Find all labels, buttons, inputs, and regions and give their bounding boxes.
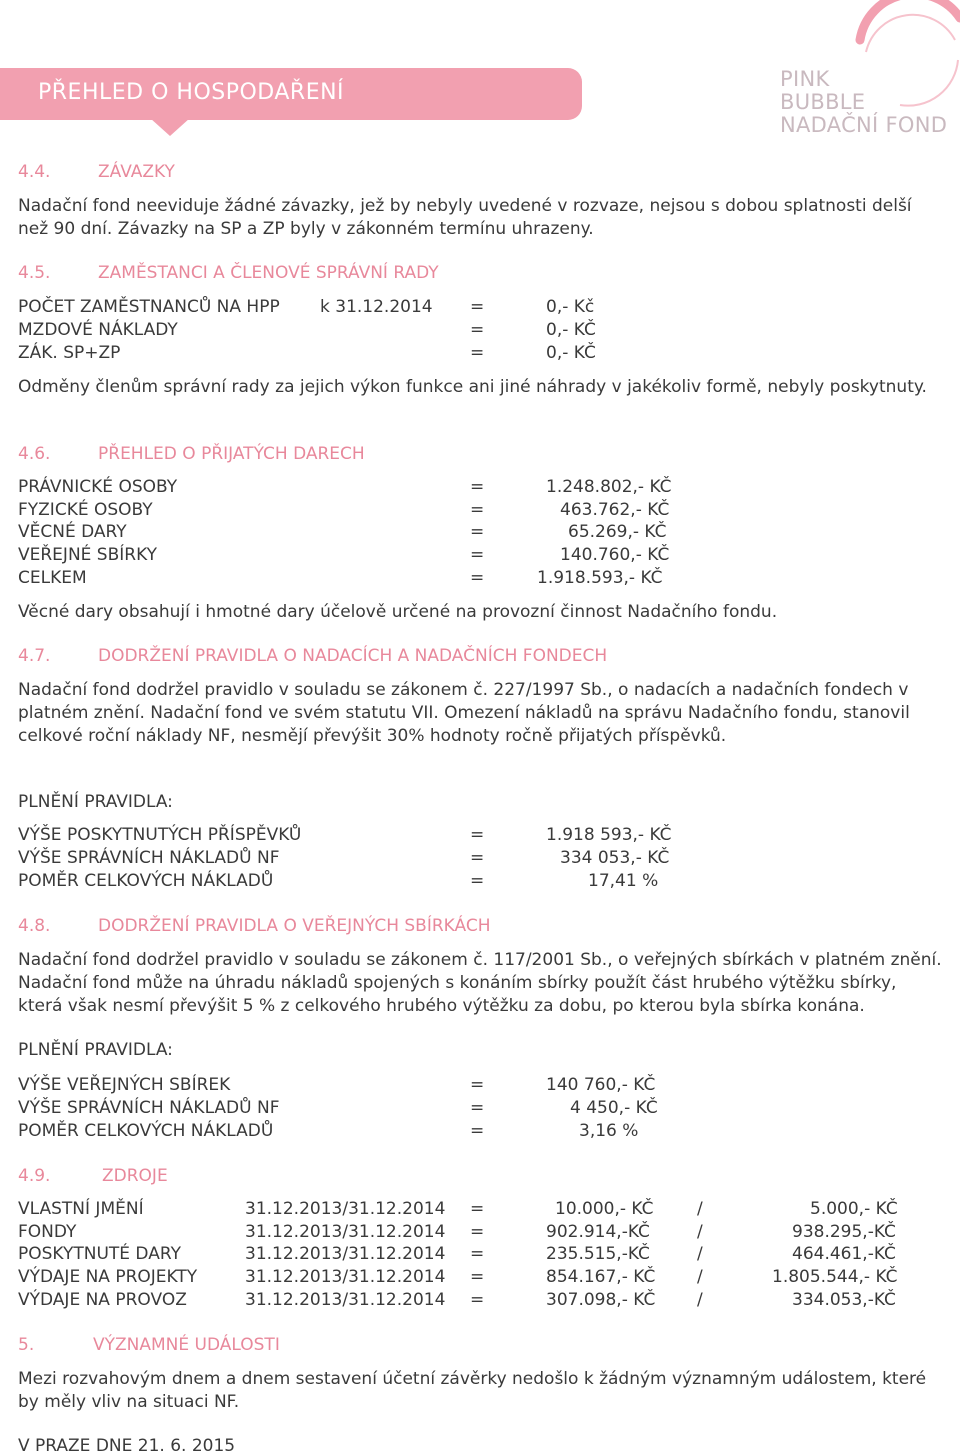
paragraph-board-rewards: Odměny členům správní rady za jejich výkon funkce ani jiné náhrady v jakékoliv formě, nebyly poskytnuty. <box>18 377 927 397</box>
row-label: FYZICKÉ OSOBY <box>18 500 153 520</box>
row-label: POMĚR CELKOVÝCH NÁKLADŮ <box>18 871 274 891</box>
row-value-2013: 10.000,- KČ <box>555 1199 654 1219</box>
row-separator: / <box>697 1222 703 1242</box>
row-value-2013: 854.167,- KČ <box>546 1267 656 1287</box>
row-label: VÝDAJE NA PROJEKTY <box>18 1267 198 1287</box>
row-value-2014: 5.000,- KČ <box>810 1199 898 1219</box>
section-number-5: 5. <box>18 1335 35 1355</box>
row-equals: = <box>470 825 485 845</box>
row-period: 31.12.2013/31.12.2014 <box>245 1290 446 1310</box>
row-value: 1.918.593,- KČ <box>537 568 663 588</box>
row-value: 4 450,- KČ <box>570 1098 658 1118</box>
row-equals: = <box>470 1075 485 1095</box>
row-value: 17,41 % <box>588 871 659 891</box>
section-title-donations: PŘEHLED O PŘIJATÝCH DARECH <box>98 444 365 464</box>
row-label: PRÁVNICKÉ OSOBY <box>18 477 178 497</box>
row-label: FONDY <box>18 1222 77 1242</box>
row-label: MZDOVÉ NÁKLADY <box>18 320 178 340</box>
paragraph-in-kind-donations: Věcné dary obsahují i hmotné dary účelově určené na provozní činnost Nadačního fondu. <box>18 602 778 622</box>
row-label: VÝŠE POSKYTNUTÝCH PŘÍSPĚVKŮ <box>18 825 302 845</box>
row-value-2014: 334.053,-KČ <box>792 1290 896 1310</box>
row-value-2014: 1.805.544,- KČ <box>772 1267 898 1287</box>
logo-text-bubble: BUBBLE <box>780 90 866 114</box>
row-label: POČET ZAMĚSTNANCŮ NA HPP <box>18 297 280 317</box>
section-number-4-5: 4.5. <box>18 263 51 283</box>
row-equals: = <box>470 1199 485 1219</box>
row-separator: / <box>697 1267 703 1287</box>
section-number-4-9: 4.9. <box>18 1166 51 1186</box>
row-equals: = <box>470 1222 485 1242</box>
logo-text-pink: PINK <box>780 67 830 91</box>
row-equals: = <box>470 871 485 891</box>
row-label: POMĚR CELKOVÝCH NÁKLADŮ <box>18 1121 274 1141</box>
row-label: VÝŠE SPRÁVNÍCH NÁKLADŮ NF <box>18 1098 280 1118</box>
row-date: k 31.12.2014 <box>320 297 433 317</box>
section-title-employees: ZAMĚSTANCI A ČLENOVÉ SPRÁVNÍ RADY <box>98 263 439 283</box>
row-label: ZÁK. SP+ZP <box>18 343 121 363</box>
row-value: 1.248.802,- KČ <box>546 477 672 497</box>
footer-date: V PRAZE DNE 21. 6. 2015 <box>18 1436 236 1456</box>
row-value-2013: 235.515,-KČ <box>546 1244 650 1264</box>
row-equals: = <box>470 568 485 588</box>
section-title-foundation-rule: DODRŽENÍ PRAVIDLA O NADACÍCH A NADAČNÍCH FONDECH <box>98 646 608 666</box>
row-value: 463.762,- KČ <box>560 500 670 520</box>
paragraph-liabilities: Nadační fond neeviduje žádné závazky, jež by nebyly uvedené v rozvaze, nejsou s dobou splatnosti delší než 90 dní. Závazky na SP a ZP byly v zákonném termínu uhrazeny. <box>18 196 912 239</box>
row-separator: / <box>697 1244 703 1264</box>
row-equals: = <box>470 297 485 317</box>
paragraph-foundation-rule: Nadační fond dodržel pravidlo v souladu se zákonem č. 227/1997 Sb., o nadacích a nadačních fondech v platném znění. Nadační fond ve svém statutu VII. Omezení nákladů na správu Nadačního fondu, stanovil celkové roční náklady NF, nesmějí převýšit 30% hodnoty ročně přijatých příspěvků. <box>18 680 910 746</box>
section-title-public-collections: DODRŽENÍ PRAVIDLA O VEŘEJNÝCH SBÍRKÁCH <box>98 916 491 936</box>
row-equals: = <box>470 1290 485 1310</box>
row-value: 0,- KČ <box>546 343 596 363</box>
row-value: 3,16 % <box>579 1121 639 1141</box>
row-value: 140.760,- KČ <box>560 545 670 565</box>
row-value-2014: 938.295,-KČ <box>792 1222 896 1242</box>
subheading-rule-fulfilment: PLNĚNÍ PRAVIDLA: <box>18 792 173 812</box>
row-label: VĚCNÉ DARY <box>18 522 127 542</box>
row-separator: / <box>697 1199 703 1219</box>
row-value: 1.918 593,- KČ <box>546 825 672 845</box>
section-number-4-8: 4.8. <box>18 916 51 936</box>
section-number-4-6: 4.6. <box>18 444 51 464</box>
row-value: 0,- KČ <box>546 320 596 340</box>
row-period: 31.12.2013/31.12.2014 <box>245 1222 446 1242</box>
row-label: POSKYTNUTÉ DARY <box>18 1244 181 1264</box>
row-label: CELKEM <box>18 568 87 588</box>
row-label: VLASTNÍ JMĚNÍ <box>18 1199 144 1219</box>
row-value: 0,- Kč <box>546 297 595 317</box>
row-value-2014: 464.461,-KČ <box>792 1244 896 1264</box>
row-period: 31.12.2013/31.12.2014 <box>245 1244 446 1264</box>
row-equals: = <box>470 522 485 542</box>
banner-pointer <box>150 118 190 136</box>
paragraph-public-collections: Nadační fond dodržel pravidlo v souladu se zákonem č. 117/2001 Sb., o veřejných sbírkách v platném znění. Nadační fond může na úhradu nákladů spojených s konáním sbírky použít část hrubého výtěžku sbírky, která však nesmí převýšit 5 % z celkového hrubého výtěžku za dobu, po kterou byla sbírka konána. <box>18 950 942 1016</box>
row-period: 31.12.2013/31.12.2014 <box>245 1267 446 1287</box>
row-value: 334 053,- KČ <box>560 848 670 868</box>
row-value: 65.269,- KČ <box>568 522 667 542</box>
subheading-rule-fulfilment: PLNĚNÍ PRAVIDLA: <box>18 1040 173 1060</box>
row-value-2013: 902.914,-KČ <box>546 1222 650 1242</box>
section-number-4-7: 4.7. <box>18 646 51 666</box>
logo-text-fond: NADAČNÍ FOND <box>780 113 948 137</box>
row-label: VEŘEJNÉ SBÍRKY <box>18 545 158 565</box>
row-equals: = <box>470 1121 485 1141</box>
row-equals: = <box>470 477 485 497</box>
section-title-resources: ZDROJE <box>102 1166 168 1186</box>
section-title-significant-events: VÝZNAMNÉ UDÁLOSTI <box>93 1335 280 1355</box>
row-equals: = <box>470 545 485 565</box>
section-title-liabilities: ZÁVAZKY <box>98 162 175 182</box>
row-equals: = <box>470 500 485 520</box>
row-label: VÝDAJE NA PROVOZ <box>18 1290 187 1310</box>
row-period: 31.12.2013/31.12.2014 <box>245 1199 446 1219</box>
row-equals: = <box>470 1098 485 1118</box>
row-separator: / <box>697 1290 703 1310</box>
page-title: PŘEHLED O HOSPODAŘENÍ <box>38 80 345 105</box>
row-label: VÝŠE VEŘEJNÝCH SBÍREK <box>18 1075 231 1095</box>
row-equals: = <box>470 343 485 363</box>
section-number-4-4: 4.4. <box>18 162 51 182</box>
row-equals: = <box>470 848 485 868</box>
row-value: 140 760,- KČ <box>546 1075 656 1095</box>
row-equals: = <box>470 1244 485 1264</box>
row-equals: = <box>470 1267 485 1287</box>
row-label: VÝŠE SPRÁVNÍCH NÁKLADŮ NF <box>18 848 280 868</box>
row-value-2013: 307.098,- KČ <box>546 1290 656 1310</box>
paragraph-significant-events: Mezi rozvahovým dnem a dnem sestavení účetní závěrky nedošlo k žádným významným událostem, které by měly vliv na situaci NF. <box>18 1369 927 1412</box>
row-equals: = <box>470 320 485 340</box>
